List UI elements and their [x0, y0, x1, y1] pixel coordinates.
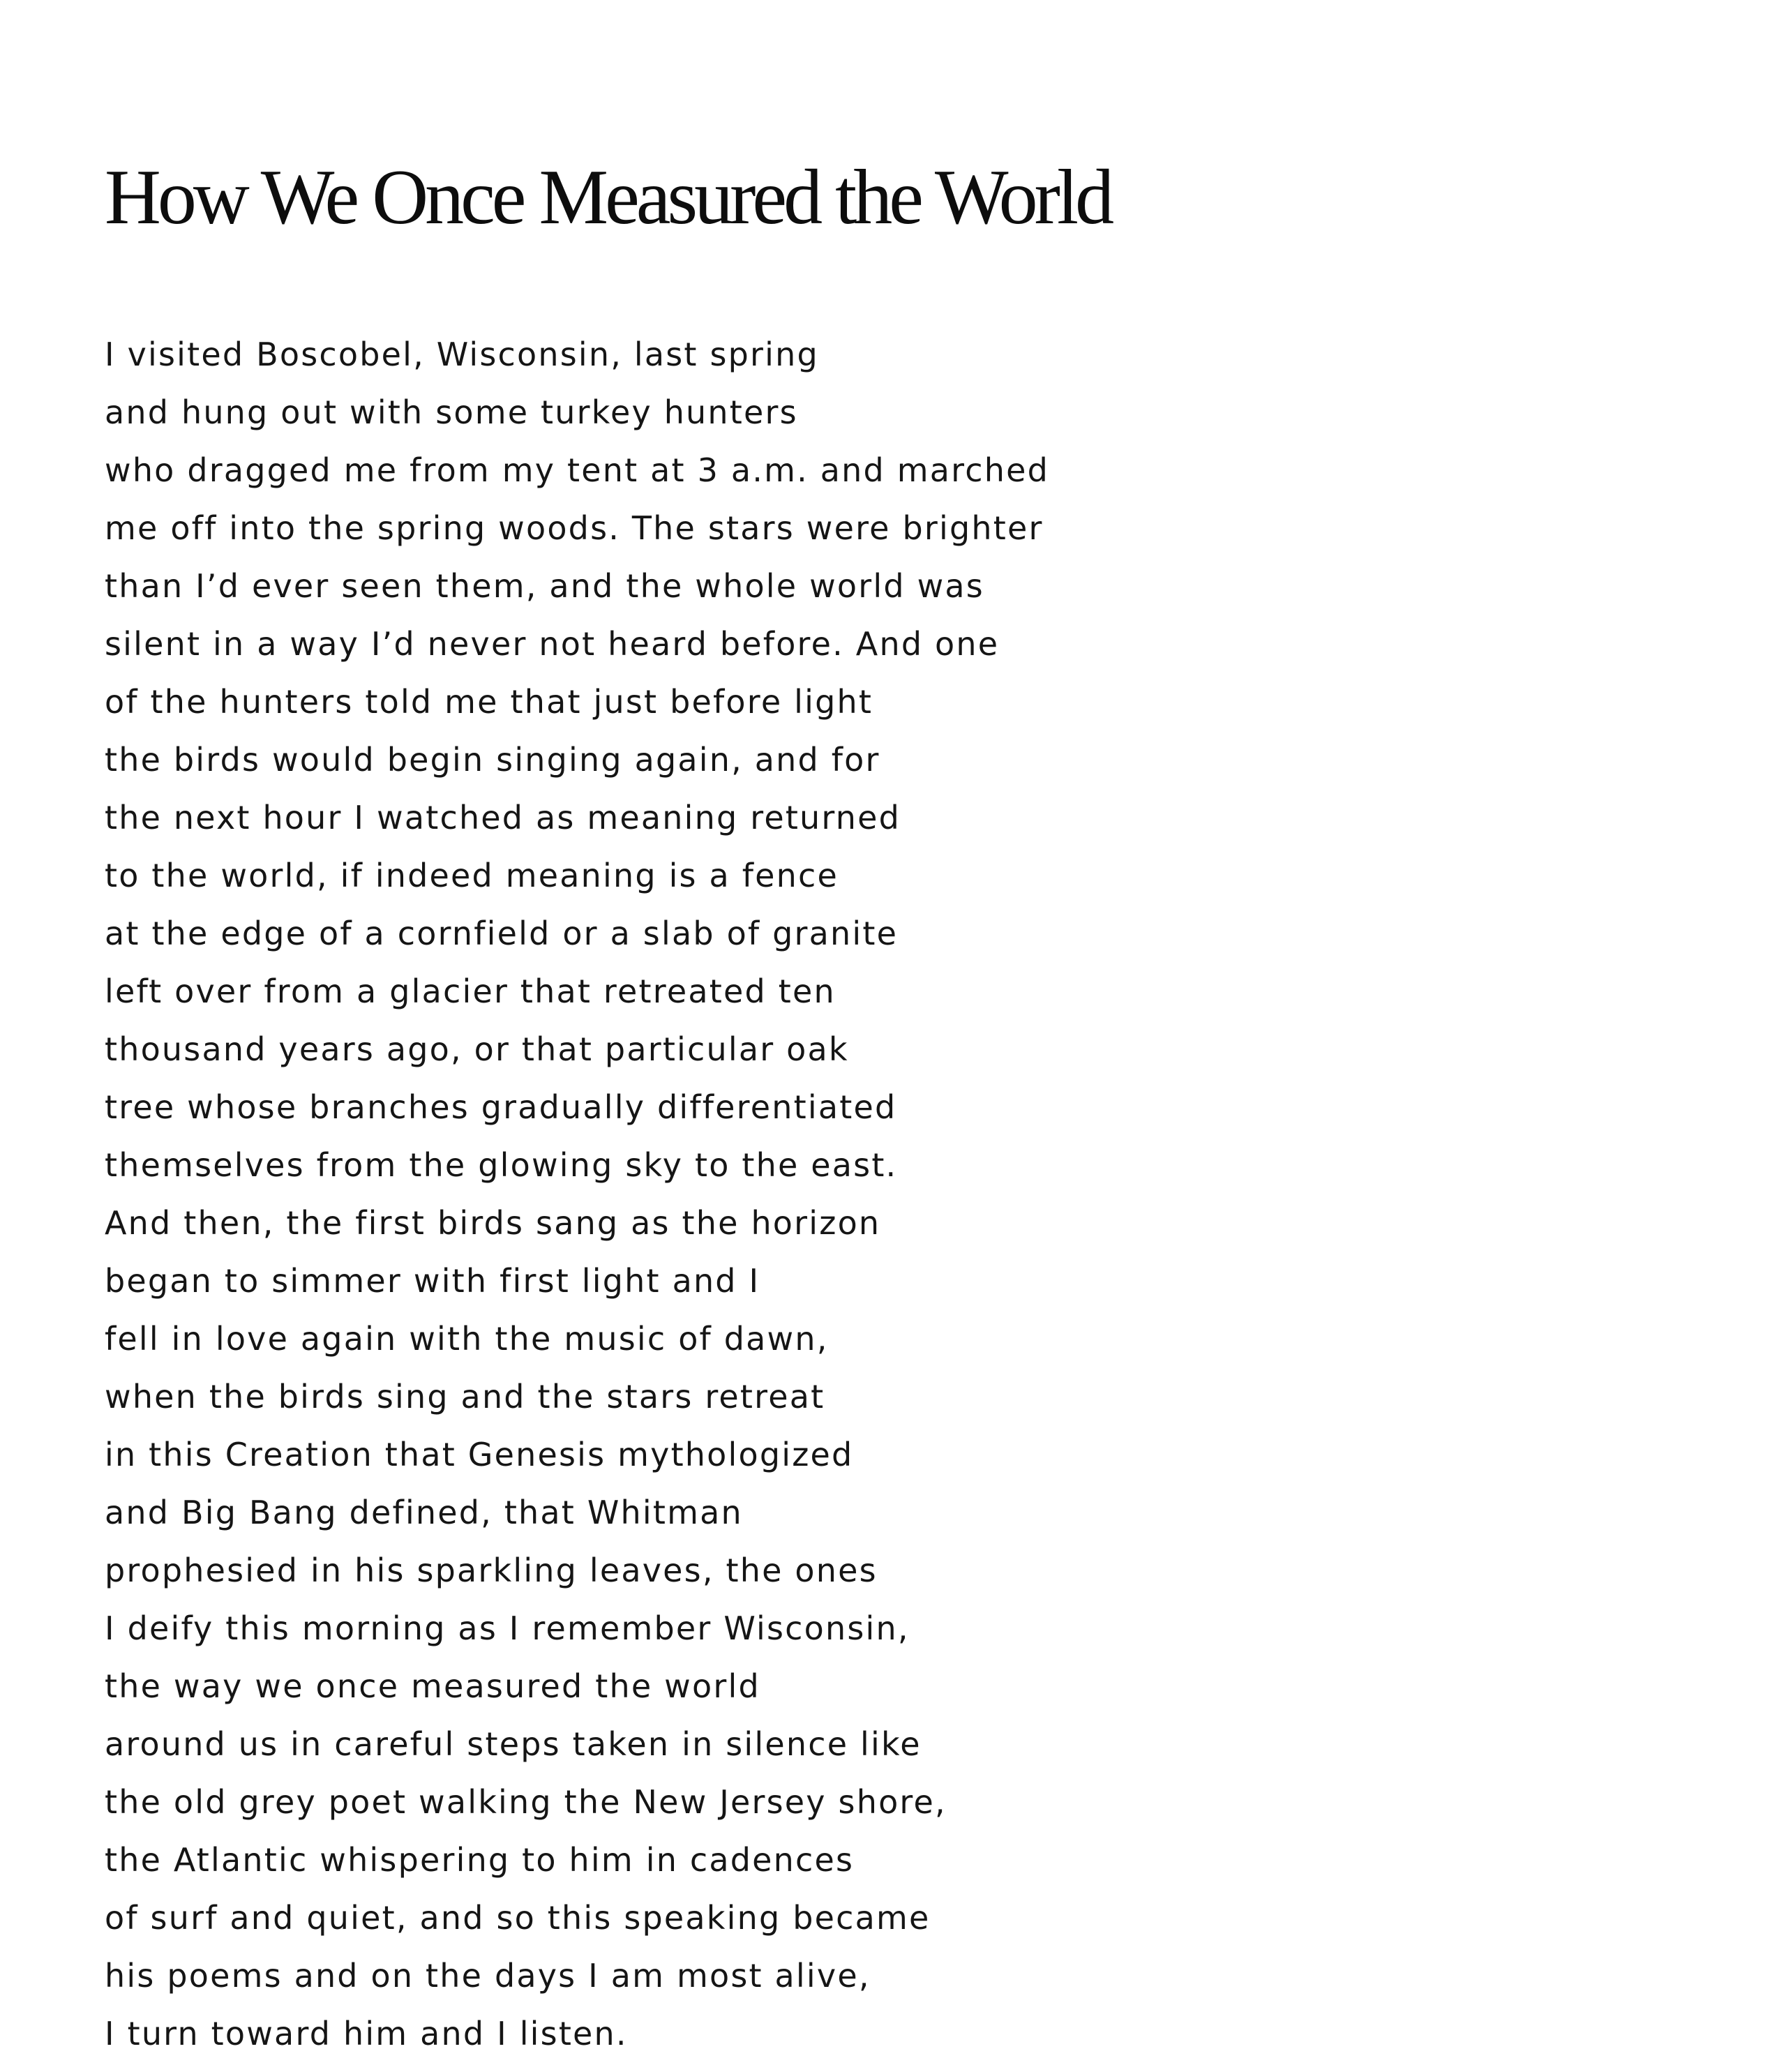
poem-line: thousand years ago, or that particular oak	[105, 1030, 849, 1068]
poem-line: the birds would begin singing again, and for	[105, 741, 880, 779]
poem-line: his poems and on the days I am most alive,	[105, 1957, 871, 1995]
poem-line: I visited Boscobel, Wisconsin, last spring	[105, 336, 819, 373]
poem-line: when the birds sing and the stars retreat	[105, 1378, 825, 1416]
poem-line: fell in love again with the music of dawn,	[105, 1320, 829, 1358]
poem-line: I deify this morning as I remember Wisconsin,	[105, 1609, 910, 1647]
poem-line: at the edge of a cornfield or a slab of granite	[105, 915, 899, 952]
poem-line: of surf and quiet, and so this speaking became	[105, 1899, 931, 1937]
poem-line: the next hour I watched as meaning returned	[105, 799, 901, 836]
poem-line: of the hunters told me that just before light	[105, 683, 873, 721]
poem-line: prophesied in his sparkling leaves, the ones	[105, 1552, 878, 1589]
poem-body	[105, 326, 1674, 2063]
poem-line: who dragged me from my tent at 3 a.m. and marched	[105, 451, 1049, 489]
poem-line: me off into the spring woods. The stars were brighter	[105, 509, 1044, 547]
poem-line: I turn toward him and I listen.	[105, 2015, 628, 2052]
poem-line: and Big Bang defined, that Whitman	[105, 1494, 743, 1531]
poem-line: to the world, if indeed meaning is a fence	[105, 857, 839, 894]
poem-line: the Atlantic whispering to him in cadences	[105, 1841, 855, 1879]
poem-line: tree whose branches gradually differentiated	[105, 1088, 897, 1126]
poem-page	[105, 0, 1674, 2063]
poem-line: in this Creation that Genesis mythologized	[105, 1436, 854, 1473]
poem-title: How We Once Measured the World	[105, 154, 1111, 241]
poem-line: the way we once measured the world	[105, 1667, 760, 1705]
poem-line: silent in a way I’d never not heard before. And one	[105, 625, 1000, 663]
poem-line: left over from a glacier that retreated ten	[105, 973, 836, 1010]
poem-line: themselves from the glowing sky to the east.	[105, 1146, 898, 1184]
poem-line: around us in careful steps taken in silence like	[105, 1725, 922, 1763]
poem-line: the old grey poet walking the New Jersey shore,	[105, 1783, 947, 1821]
poem-line: and hung out with some turkey hunters	[105, 393, 798, 431]
poem-line: than I’d ever seen them, and the whole world was	[105, 567, 984, 605]
poem-line: And then, the first birds sang as the horizon	[105, 1204, 881, 1242]
poem-line: began to simmer with first light and I	[105, 1262, 760, 1300]
